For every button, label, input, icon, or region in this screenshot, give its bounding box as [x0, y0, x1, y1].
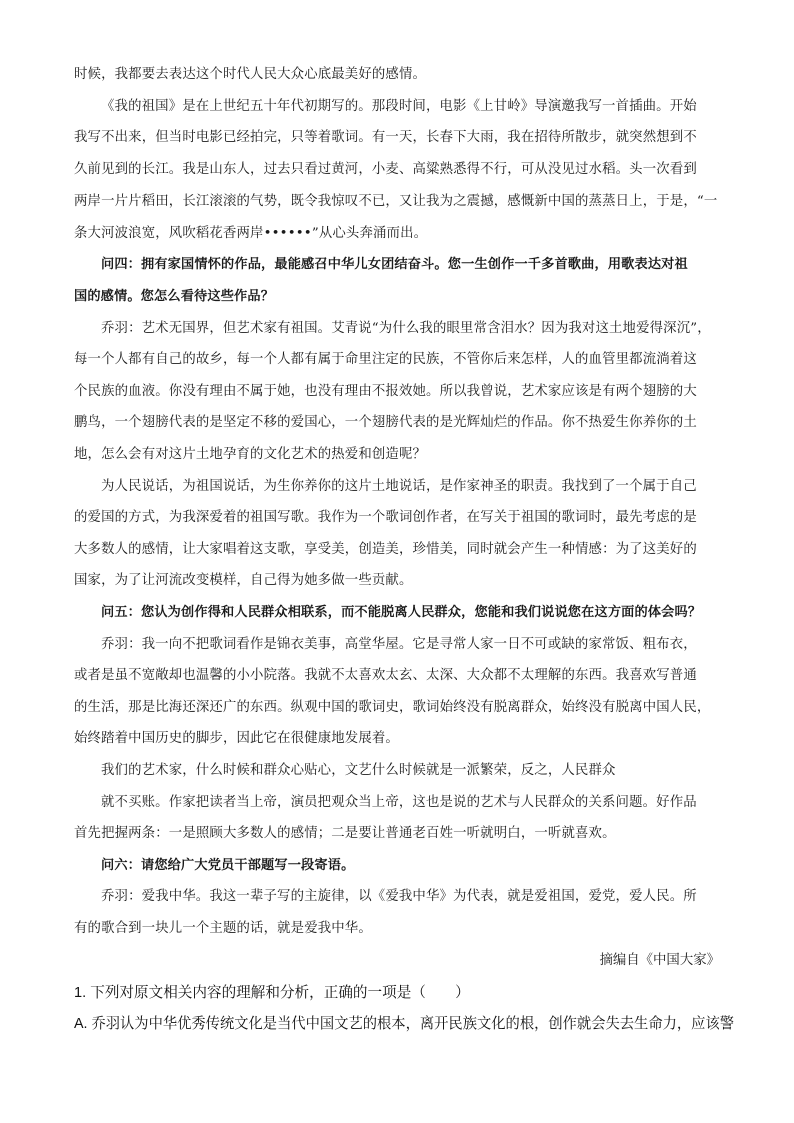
article-line-11: 个民族的血液。你没有理由不属于她，也没有理由不报效她。所以我曾说，艺术家应该是有两个翅膀的大: [74, 384, 697, 399]
question-four-line-1: 问四：拥有家国情怀的作品，最能感召中华儿女团结奋斗。您一生创作一千多首歌曲，用歌表达对祖: [101, 257, 688, 272]
question-six: 问六：请您给广大党员干部题写一段寄语。: [101, 858, 355, 873]
article-line-1: 时候，我都要去表达这个时代人民大众心底最美好的感情。: [74, 67, 427, 82]
question-four-line-2: 国的感情。您怎么看待这些作品？: [74, 289, 275, 304]
article-line-22: 始终踏着中国历史的脚步，因此它在很健康地发展着。: [74, 731, 399, 746]
article-line-23: 我们的艺术家，什么时候和群众心贴心，文艺什么时候就是一派繁荣，反之，人民群众: [101, 763, 616, 778]
article-line-27: 乔羽：爱我中华。我这一辈子写的主旋律，以《爱我中华》为代表，就是爱祖国，爱党，爱人民。所: [101, 889, 697, 904]
article-line-16: 大多数人的感情，让大家唱着这支歌，享受美，创造美，珍惜美，同时就会产生一种情感：为了这美好的: [74, 542, 697, 557]
article-line-28: 有的歌合到一块儿一个主题的话，就是爱我中华。: [74, 921, 372, 936]
article-line-9: 乔羽：艺术无国界，但艺术家有祖国。艾青说“为什么我的眼里常含泪水？因为我对这土地爱得深沉”，: [101, 321, 711, 336]
article-line-15: 的爱国的方式，为我深爱着的祖国写歌。我作为一个歌词创作者，在写关于祖国的歌词时，最先考虑的是: [74, 510, 697, 525]
article-line-12: 鹏鸟，一个翅膀代表的是坚定不移的爱国心，一个翅膀代表的是光辉灿烂的作品。你不热爱生你养你的土: [74, 415, 697, 430]
question-five: 问五：您认为创作得和人民群众相联系，而不能脱离人民群众，您能和我们说说您在这方面的体会吗？: [101, 605, 702, 620]
article-line-21: 的生活，那是比海还深还广的东西。纵观中国的歌词史，歌词始终没有脱离群众，始终没有脱离中国人民，: [74, 700, 711, 715]
source-attribution: 摘编自《中国大家》: [599, 953, 720, 968]
article-line-17: 国家，为了让河流改变模样，自己得为她多做一些贡献。: [74, 573, 413, 588]
article-line-5: 两岸一片片稻田，长江滚滚的气势，既令我惊叹不已，又让我为之震撼，感慨新中国的蒸蒸日上，于是，“一: [74, 194, 718, 209]
article-line-20: 或者是虽不宽敞却也温馨的小小院落。我就不太喜欢太玄、太深、大众都不太理解的东西。我喜欢写普通: [74, 668, 697, 683]
article-line-4: 久前见到的长江。我是山东人，过去只看过黄河，小麦、高粱熟悉得不行，可从没见过水稻。头一次看到: [74, 162, 697, 177]
article-line-2: 《我的祖国》是在上世纪五十年代初期写的。那段时间，电影《上甘岭》导演邀我写一首插曲。开始: [101, 99, 697, 114]
article-line-24: 就不买账。作家把读者当上帝，演员把观众当上帝，这也是说的艺术与人民群众的关系问题。好作品: [101, 795, 697, 810]
article-line-6: 条大河波浪宽，风吹稻花香两岸••••••”从心头奔涌而出。: [74, 226, 428, 241]
article-line-13: 地，怎么会有对这片土地孕育的文化艺术的热爱和创造呢？: [74, 447, 427, 462]
article-line-25: 首先把握两条：一是照顾大多数人的感情；二是要让普通老百姓一听就明白，一听就喜欢。: [74, 826, 616, 841]
article-line-19: 乔羽：我一向不把歌词看作是锦衣美事，高堂华屋。它是寻常人家一日不可或缺的家常饭、粗布衣，: [101, 637, 697, 652]
article-line-3: 我写不出来，但当时电影已经拍完，只等着歌词。有一天，长春下大雨，我在招待所散步，就突然想到不: [74, 130, 697, 145]
question-1-stem: 1. 下列对原文相关内容的理解和分析，正确的一项是（ ）: [74, 985, 470, 1001]
article-line-10: 每一个人都有自己的故乡，每一个人都有属于命里注定的民族，不管你后来怎样，人的血管里都流淌着这: [74, 352, 697, 367]
question-1-option-a: A. 乔羽认为中华优秀传统文化是当代中国文艺的根本，离开民族文化的根，创作就会失去生命力，应该警: [74, 1016, 735, 1032]
article-line-14: 为人民说话，为祖国说话，为生你养你的这片土地说话，是作家神圣的职责。我找到了一个属于自己: [101, 479, 697, 494]
